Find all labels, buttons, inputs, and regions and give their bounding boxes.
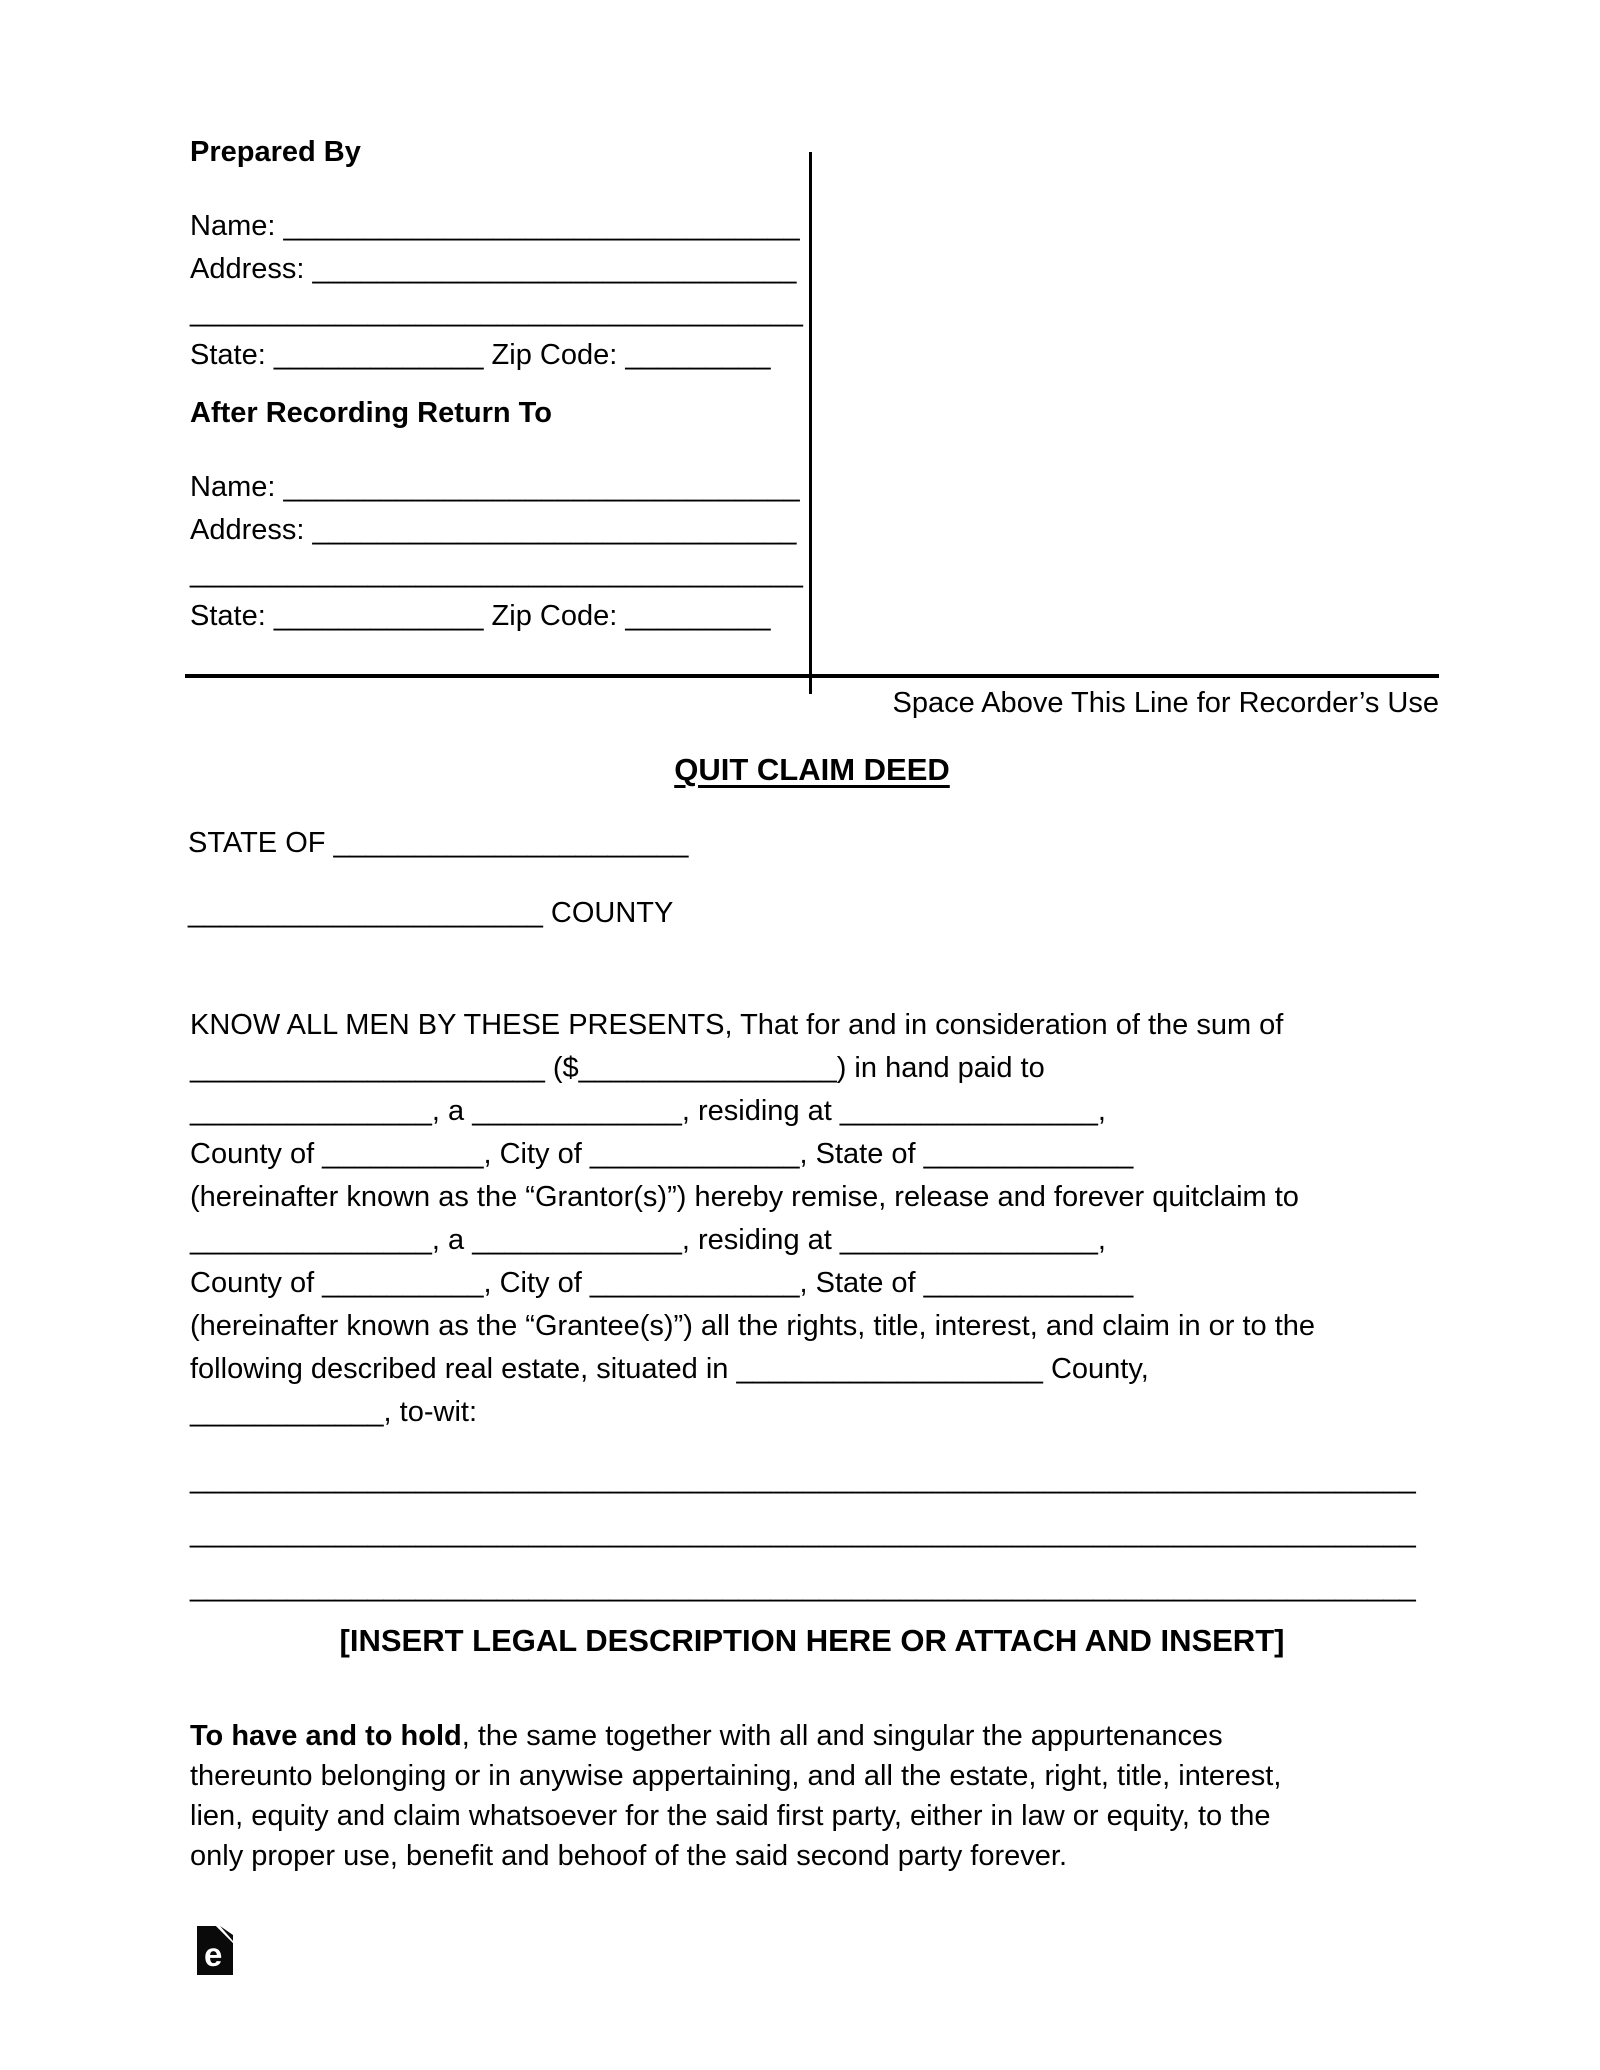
logo-letter: e	[204, 1936, 223, 1973]
habendum-paragraph	[190, 1716, 1281, 1876]
county-field: ______________________ COUNTY	[188, 897, 674, 929]
legal-description-note: [INSERT LEGAL DESCRIPTION HERE OR ATTACH AND INSERT]	[339, 1623, 1285, 1658]
habendum-lead: To have and to hold	[190, 1720, 462, 1752]
legal-description-blank-line: ____________________________________________________________________________	[190, 1517, 1416, 1549]
recorder-box-horizontal-rule	[185, 674, 1439, 678]
body-line: ____________, to-wit:	[190, 1396, 477, 1428]
deed-body-paragraph	[190, 1004, 1315, 1434]
habendum-line: thereunto belonging or in anywise appertaining, and all the estate, right, title, interest,	[190, 1760, 1282, 1792]
legal-description-blank-line: ____________________________________________________________________________	[190, 1463, 1416, 1495]
body-line: County of __________, City of _____________, State of _____________	[190, 1267, 1134, 1299]
return-to-address-field: Address: ______________________________	[190, 514, 797, 546]
eforms-logo-icon	[197, 1926, 233, 1975]
body-line: following described real estate, situated in ___________________ County,	[190, 1353, 1149, 1385]
prepared-by-address-field: Address: ______________________________	[190, 253, 797, 285]
prepared-by-block	[190, 131, 830, 377]
legal-description-blank-line: ____________________________________________________________________________	[190, 1571, 1416, 1603]
habendum-line: only proper use, benefit and behoof of the said second party forever.	[190, 1840, 1068, 1872]
habendum-line-rest: , the same together with all and singular the appurtenances	[461, 1720, 1223, 1752]
deed-title: QUIT CLAIM DEED	[674, 752, 950, 787]
body-line: KNOW ALL MEN BY THESE PRESENTS, That for and in consideration of the sum of	[190, 1009, 1284, 1041]
body-line: (hereinafter known as the “Grantee(s)”) all the rights, title, interest, and claim in or to the	[190, 1310, 1316, 1342]
return-to-block	[190, 392, 830, 638]
prepared-by-address2-field: ______________________________________	[190, 296, 803, 328]
body-line: County of __________, City of _____________, State of _____________	[190, 1138, 1134, 1170]
body-line: (hereinafter known as the “Grantor(s)”) hereby remise, release and forever quitclaim to	[190, 1181, 1299, 1213]
return-to-address2-field: ______________________________________	[190, 557, 803, 589]
habendum-line	[190, 1716, 1281, 1756]
return-to-heading: After Recording Return To	[190, 397, 552, 429]
body-line: _______________, a _____________, residing at ________________,	[190, 1095, 1106, 1127]
state-of-field: STATE OF ______________________	[188, 827, 689, 859]
return-to-name-field: Name: ________________________________	[190, 471, 800, 503]
recorder-box-vertical-rule	[809, 152, 812, 694]
prepared-by-state-zip-field: State: _____________ Zip Code: _________	[190, 339, 771, 371]
body-line: ______________________ ($________________) in hand paid to	[190, 1052, 1045, 1084]
recorder-use-note: Space Above This Line for Recorder’s Use	[892, 687, 1439, 719]
prepared-by-heading: Prepared By	[190, 136, 361, 168]
return-to-state-zip-field: State: _____________ Zip Code: _________	[190, 600, 771, 632]
body-line: _______________, a _____________, residing at ________________,	[190, 1224, 1106, 1256]
habendum-line: lien, equity and claim whatsoever for the said first party, either in law or equity, to the	[190, 1800, 1271, 1832]
prepared-by-name-field: Name: ________________________________	[190, 210, 800, 242]
